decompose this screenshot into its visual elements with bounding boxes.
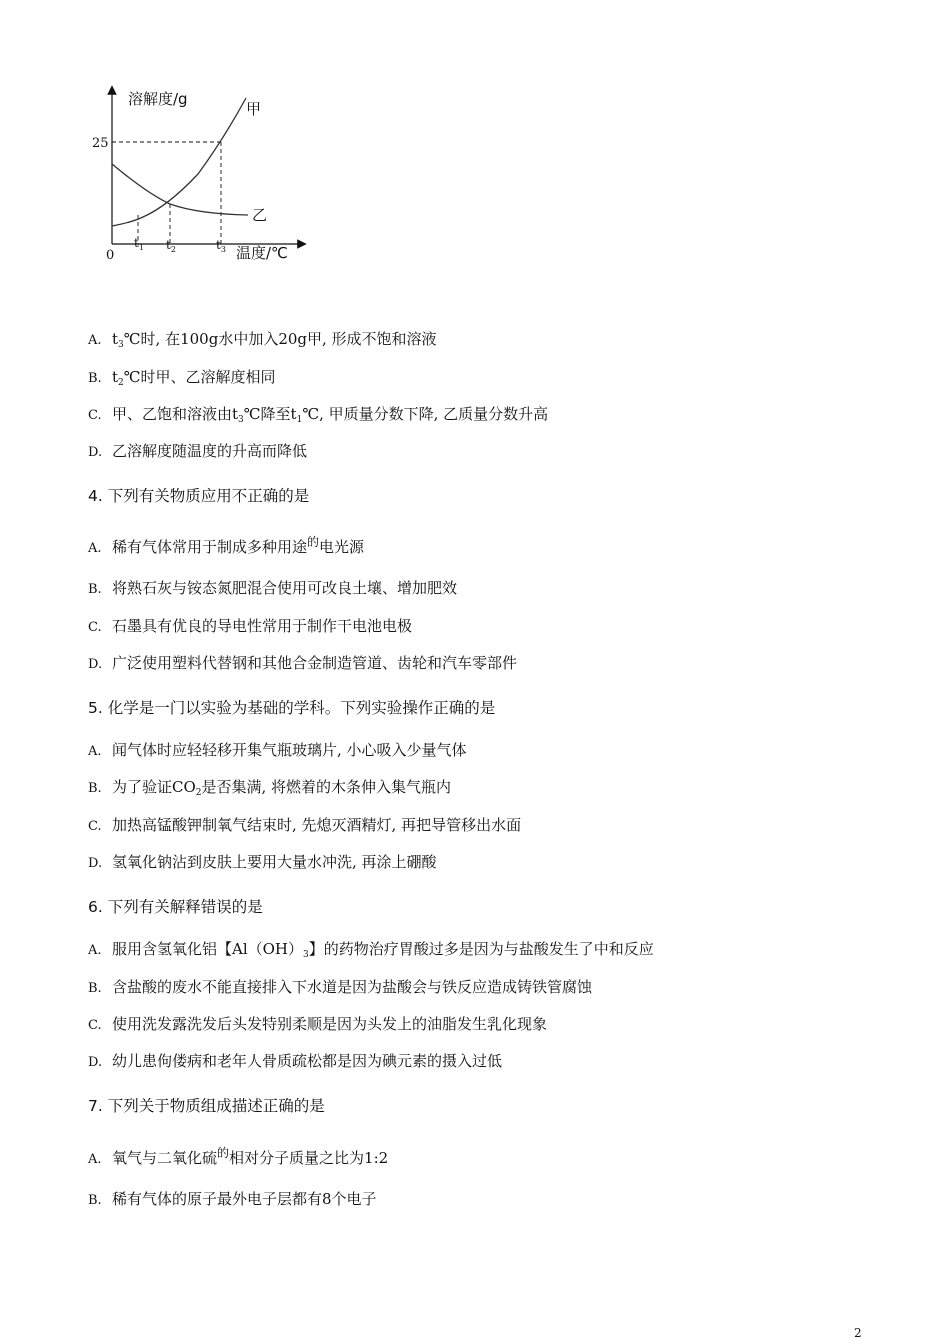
option-text: 为了验证CO [112,778,196,796]
option-letter: C. [88,1018,102,1033]
q6-option-a [88,940,654,960]
option-text: 】的药物治疗胃酸过多是因为与盐酸发生了中和反应 [308,940,654,958]
page-number: 2 [854,1326,862,1340]
q3-option-b [88,368,276,388]
option-text: 幼儿患佝偻病和老年人骨质疏松都是因为碘元素的摄入过低 [112,1052,503,1070]
q3-option-c [88,405,548,425]
option-text: ℃, 甲质量分数下降, 乙质量分数升高 [302,405,549,423]
option-text: 甲、乙饱和溶液由t [112,405,239,423]
q7-option-b [88,1190,377,1210]
option-text: 广泛使用塑料代替钢和其他合金制造管道、齿轮和汽车零部件 [112,654,518,672]
option-letter: A. [88,943,102,958]
option-text: 乙溶解度随温度的升高而降低 [112,442,308,460]
option-text: ℃时, 在100g水中加入20g甲, 形成不饱和溶液 [123,330,437,348]
option-text: 闻气体时应轻轻移开集气瓶玻璃片, 小心吸入少量气体 [112,741,467,759]
y-tick-25: 25 [92,136,109,151]
option-letter: B. [88,1193,102,1208]
q5-stem: 5. 化学是一门以实验为基础的学科。下列实验操作正确的是 [88,699,496,717]
q4-option-a [88,535,365,558]
option-letter: A. [88,744,102,759]
option-letter: A. [88,541,102,556]
q3-option-d [88,442,307,462]
q4-option-d [88,654,517,674]
q6-option-c [88,1015,547,1035]
subscript: 2 [195,788,202,798]
curve-yi [112,164,248,215]
option-text: 使用洗发露洗发后头发特别柔顺是因为头发上的油脂发生乳化现象 [112,1015,548,1033]
option-letter: D. [88,445,103,460]
curve-yi-label: 乙 [252,206,268,224]
option-letter: C. [88,620,102,635]
option-letter: B. [88,371,102,386]
option-letter: D. [88,657,103,672]
option-text: ℃时甲、乙溶解度相同 [123,368,276,386]
q7-option-a [88,1146,389,1169]
option-text: t [112,368,119,386]
option-text: 稀有气体的原子最外电子层都有8个电子 [112,1190,377,1208]
superscript: 的 [217,1146,230,1160]
x-tick-t2: $t_2$ [166,238,176,254]
q3-option-a [88,330,437,350]
option-letter: A. [88,333,102,348]
option-letter: C. [88,408,102,423]
option-text: 是否集满, 将燃着的木条伸入集气瓶内 [201,778,452,796]
option-text: 将熟石灰与铵态氮肥混合使用可改良土壤、增加肥效 [112,579,458,597]
subscript: 1 [296,415,303,425]
x-tick-t1: $t_1$ [134,236,144,252]
x-axis-label: 温度/℃ [236,244,288,262]
q4-option-c [88,617,412,637]
option-letter: B. [88,981,102,996]
option-text: ℃降至t [243,405,297,423]
q4-option-b [88,579,457,599]
subscript: 3 [303,950,309,960]
option-text: 稀有气体常用于制成多种用途 [112,538,308,556]
subscript: 3 [238,415,244,425]
option-text: 氢氧化钠沾到皮肤上要用大量水冲洗, 再涂上硼酸 [112,853,437,871]
q6-option-b [88,978,592,998]
q5-option-d [88,853,437,873]
q5-option-a [88,741,467,761]
q5-option-b [88,778,451,798]
solubility-graph [88,84,308,270]
curve-jia-label: 甲 [246,100,262,118]
q6-stem: 6. 下列有关解释错误的是 [88,898,263,916]
option-text: 电光源 [319,538,365,556]
option-text: 石墨具有优良的导电性常用于制作干电池电极 [112,617,413,635]
option-letter: A. [88,1152,102,1167]
subscript: 2 [118,378,124,388]
option-letter: D. [88,856,103,871]
superscript: 的 [307,535,320,549]
option-text: t [112,330,119,348]
option-text: 含盐酸的废水不能直接排入下水道是因为盐酸会与铁反应造成铸铁管腐蚀 [112,978,593,996]
x-tick-t3: $t_3$ [216,238,226,254]
option-letter: B. [88,781,102,796]
y-axis-label: 溶解度/g [128,90,188,108]
option-letter: C. [88,819,102,834]
q4-stem: 4. 下列有关物质应用不正确的是 [88,487,310,505]
option-text: 相对分子质量之比为1:2 [229,1149,389,1167]
q6-option-d [88,1052,502,1072]
option-text: 加热高锰酸钾制氧气结束时, 先熄灭酒精灯, 再把导管移出水面 [112,816,522,834]
q7-stem: 7. 下列关于物质组成描述正确的是 [88,1097,325,1115]
subscript: 3 [118,340,124,350]
option-letter: D. [88,1055,103,1070]
option-text: 氧气与二氧化硫 [112,1149,218,1167]
q5-option-c [88,816,521,836]
option-letter: B. [88,582,102,597]
option-text: 服用含氢氧化铝【Al（OH） [112,940,304,958]
origin-label: 0 [106,248,115,263]
